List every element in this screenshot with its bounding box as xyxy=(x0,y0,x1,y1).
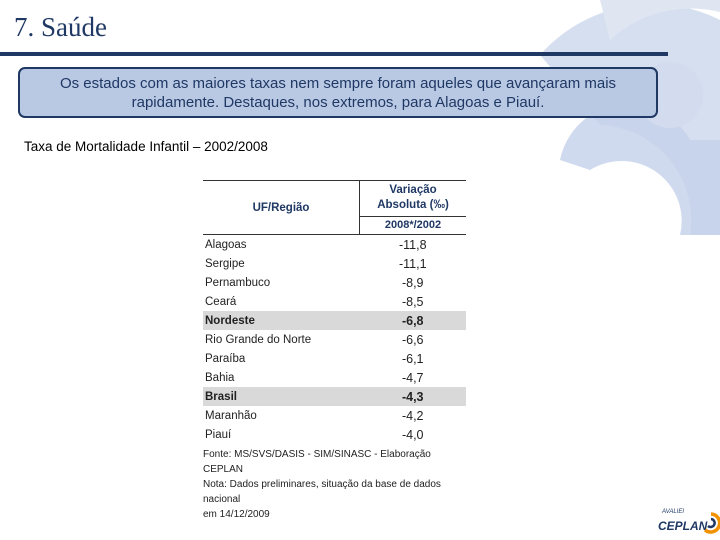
row-name: Paraíba xyxy=(205,352,246,365)
table-row-highlighted xyxy=(203,311,466,330)
footnote-line1: Nota: Dados preliminares, situação da base de dados nacional xyxy=(203,479,441,505)
row-name: Brasil xyxy=(203,387,360,406)
row-name: Sergipe xyxy=(205,257,245,270)
row-value: -6,8 xyxy=(360,311,467,330)
row-name: Rio Grande do Norte xyxy=(205,333,312,346)
row-value: -4,3 xyxy=(360,387,467,406)
row-name: Nordeste xyxy=(203,311,360,330)
table-row xyxy=(203,235,466,255)
logo-main-text: CEPLAN xyxy=(658,519,708,533)
table-caption: Taxa de Mortalidade Infantil – 2002/2008 xyxy=(24,139,268,154)
row-name: Alagoas xyxy=(205,238,247,251)
table-row-highlighted xyxy=(203,387,466,406)
table-notes xyxy=(203,447,469,522)
table-row xyxy=(203,292,466,311)
row-value: -4,0 xyxy=(401,427,424,442)
header-variation-line2: Absoluta (‰) xyxy=(377,199,449,212)
table-row xyxy=(203,330,466,349)
logo-mark-icon xyxy=(702,512,720,534)
row-value: -6,6 xyxy=(401,332,424,347)
row-value: -11,1 xyxy=(398,256,427,271)
source-note: Fonte: MS/SVS/DASIS - SIM/SINASC - Elaboração CEPLAN xyxy=(203,449,431,475)
table-row xyxy=(203,368,466,387)
row-name: Maranhão xyxy=(205,409,257,422)
row-name: Piauí xyxy=(205,428,232,441)
mortality-table xyxy=(203,180,466,444)
row-value: -4,2 xyxy=(401,408,424,423)
row-name: Bahia xyxy=(205,371,235,384)
table-row xyxy=(203,349,466,368)
table-row xyxy=(203,425,466,444)
row-value: -8,9 xyxy=(401,275,424,290)
mortality-table-container xyxy=(203,180,469,522)
header-period: 2008*/2002 xyxy=(360,216,467,234)
header-uf-region: UF/Região xyxy=(203,181,360,235)
row-name: Ceará xyxy=(205,295,237,308)
row-value: -11,8 xyxy=(398,237,427,252)
logo-small-text: AVALIEI xyxy=(662,509,685,515)
row-value: -4,7 xyxy=(401,370,424,385)
row-value: -6,1 xyxy=(401,351,424,366)
table-row xyxy=(203,273,466,292)
footnote-line2: em 14/12/2009 xyxy=(203,509,270,520)
table-row xyxy=(203,406,466,425)
header-variation-line1: Variação xyxy=(389,184,437,197)
header-variation xyxy=(360,181,467,217)
ceplan-logo xyxy=(658,509,720,537)
table-row xyxy=(203,254,466,273)
slide-title: 7. Saúde xyxy=(14,12,107,42)
title-divider xyxy=(0,52,668,56)
highlight-callout: Os estados com as maiores taxas nem sempre foram aqueles que avançaram mais rapidamente. Destaques, nos extremos, para Alagoas e Piauí. xyxy=(18,67,658,118)
row-value: -8,5 xyxy=(401,294,424,309)
row-name: Pernambuco xyxy=(205,276,271,289)
